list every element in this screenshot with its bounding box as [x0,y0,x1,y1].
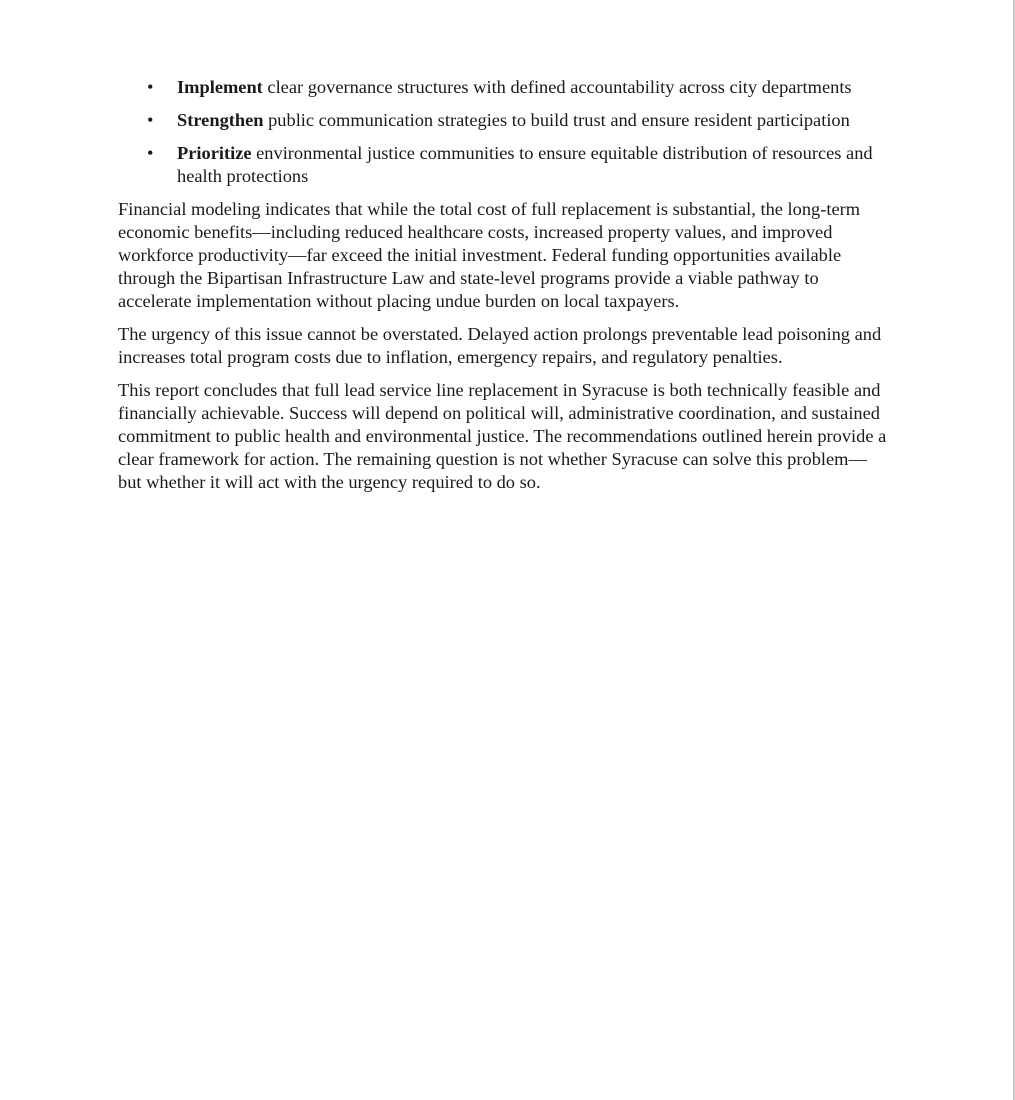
bullet-icon: • [147,77,154,97]
bold-lead: Implement [177,77,263,97]
list-item-text: environmental justice communities to ensure equitable distribution of resources and health protections [177,143,873,186]
paragraph-urgency: The urgency of this issue cannot be overstated. Delayed action prolongs preventable lead poisoning and increases total program costs due to inflation, emergency repairs, and regulatory penalties. [118,324,882,367]
list-item [118,109,888,132]
document-body [118,76,888,504]
list-item [118,76,888,99]
paragraph-financial-modeling: Financial modeling indicates that while the total cost of full replacement is substantial, the long-term economic benefits—including reduced healthcare costs, increased property values, and improved workforce productivity—far exceed the initial investment. Federal funding opportunities available through the Bipartisan Infrastructure Law and state-level programs provide a viable pathway to accelerate implementation without placing undue burden on local taxpayers. [118,199,861,311]
bold-lead: Prioritize [177,143,252,163]
list-item [118,142,888,188]
paragraph-conclusion: This report concludes that full lead service line replacement in Syracuse is both technically feasible and financially achievable. Success will depend on political will, administrative coordination, and sustained commitment to public health and environmental justice. The recommendations outlined herein provide a clear framework for action. The remaining question is not whether Syracuse can solve this problem—but whether it will act with the urgency required to do so. [118,380,887,492]
bullet-icon: • [147,110,154,130]
list-item-text: public communication strategies to build trust and ensure resident participation [263,110,850,130]
bullet-icon: • [147,143,154,163]
list-item-text: clear governance structures with defined accountability across city departments [262,77,852,97]
bold-lead: Strengthen [177,110,264,130]
recommendation-list [118,76,888,188]
